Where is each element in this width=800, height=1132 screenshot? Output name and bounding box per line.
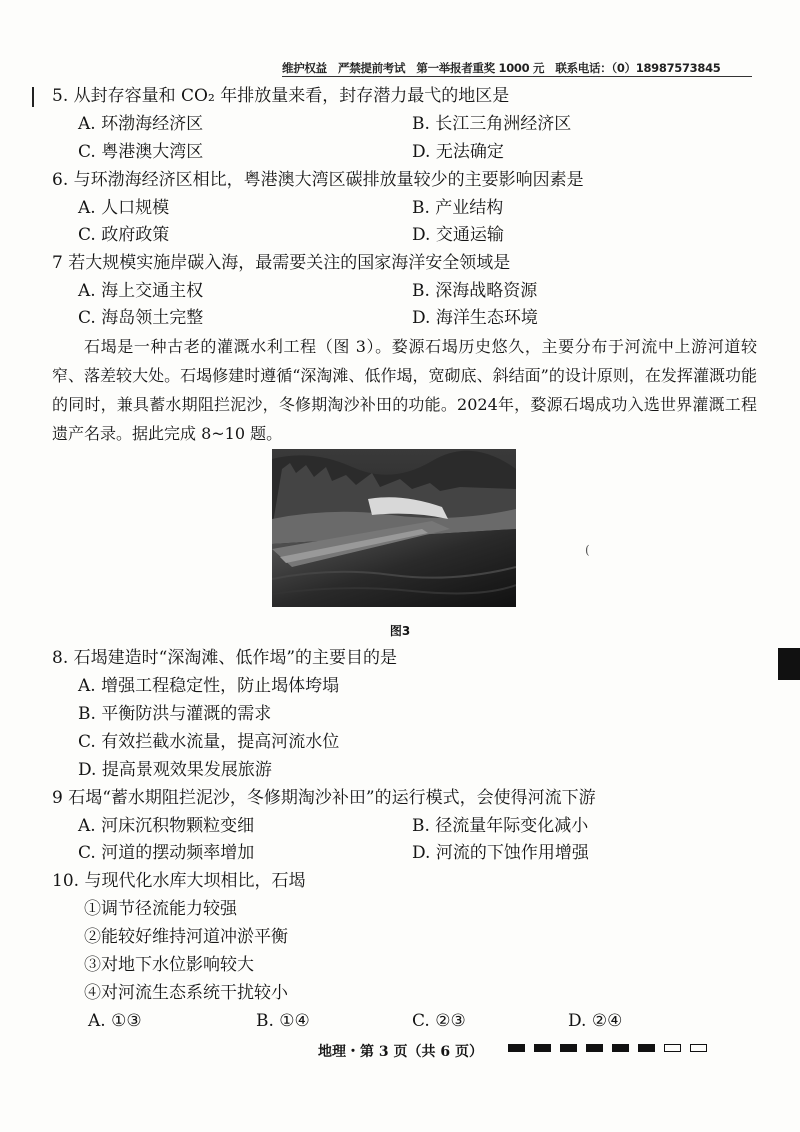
- q10-statement-4: ④对河流生态系统干扰较小: [84, 983, 288, 1003]
- q10-statement-3: ③对地下水位影响较大: [84, 955, 254, 975]
- q10-option-a[interactable]: A. ①③: [88, 1011, 142, 1031]
- figure-caption: 图3: [389, 624, 411, 638]
- mark-filled: [508, 1044, 525, 1052]
- q5-option-c[interactable]: C. 粤港澳大湾区: [78, 142, 204, 162]
- passage: [52, 332, 757, 448]
- q8-option-a[interactable]: A. 增强工程稳定性，防止堨体垮塌: [78, 676, 340, 696]
- q10-statement-1: ①调节径流能力较强: [84, 899, 237, 919]
- header-banner: 维护权益 严禁提前考试 第一举报者重奖 1000 元 联系电话：（0）18987573845: [282, 61, 721, 74]
- q8-stem: 8. 石堨建造时“深淘滩、低作堨”的主要目的是: [52, 648, 398, 668]
- stray-mark: (: [585, 543, 590, 557]
- q6-option-d[interactable]: D. 交通运输: [412, 225, 504, 245]
- q7-option-d[interactable]: D. 海洋生态环境: [412, 308, 538, 328]
- q9-option-c[interactable]: C. 河道的摆动频率增加: [78, 843, 255, 863]
- q9-option-a[interactable]: A. 河床沉积物颗粒变细: [78, 816, 255, 836]
- header-underline: [282, 76, 752, 77]
- q9-option-b[interactable]: B. 径流量年际变化减小: [412, 816, 589, 836]
- q7-option-c[interactable]: C. 海岛领土完整: [78, 308, 204, 328]
- margin-mark: [32, 87, 34, 107]
- q5-option-d[interactable]: D. 无法确定: [412, 142, 504, 162]
- mark-filled: [534, 1044, 551, 1052]
- page-footer: 地理・第 3 页（共 6 页）: [318, 1044, 483, 1060]
- side-black-marker: [778, 648, 800, 680]
- mark-empty: [664, 1044, 681, 1052]
- q6-option-c[interactable]: C. 政府政策: [78, 225, 170, 245]
- passage-text: 石堨是一种古老的灌溉水利工程（图 3）。婺源石堨历史悠久，主要分布于河流中上游河道较窄、落差较大处。石堨修建时遵循“深淘滩、低作堨，宽砌底、斜结面”的设计原则，在发挥灌溉功能的同时，兼具蓄水期阻拦泥沙，冬修期淘沙补田的功能。2024年，婺源石堨成功入选世界灌溉工程遗产名录。据此完成 8~10 题。: [52, 337, 757, 443]
- mark-filled: [560, 1044, 577, 1052]
- mark-filled: [638, 1044, 655, 1052]
- q5-option-a[interactable]: A. 环渤海经济区: [78, 114, 204, 134]
- q10-statement-2: ②能较好维持河道冲淤平衡: [84, 927, 288, 947]
- mark-filled: [612, 1044, 629, 1052]
- q7-option-b[interactable]: B. 深海战略资源: [412, 281, 538, 301]
- q7-option-a[interactable]: A. 海上交通主权: [78, 281, 204, 301]
- q10-option-d[interactable]: D. ②④: [568, 1011, 623, 1031]
- figure-3-photo: [272, 449, 516, 607]
- q5-stem: 5. 从封存容量和 CO₂ 年排放量来看，封存潜力最弋的地区是: [52, 86, 510, 106]
- q6-option-a[interactable]: A. 人口规模: [78, 198, 170, 218]
- q8-option-d[interactable]: D. 提高景观效果发展旅游: [78, 760, 272, 780]
- alignment-marks: [508, 1044, 707, 1052]
- q5-option-b[interactable]: B. 长江三角洲经济区: [412, 114, 572, 134]
- q9-stem: 9 石堨“蓄水期阻拦泥沙，冬修期淘沙补田”的运行模式，会使得河流下游: [52, 788, 596, 808]
- q10-option-c[interactable]: C. ②③: [412, 1011, 466, 1031]
- q10-option-b[interactable]: B. ①④: [256, 1011, 310, 1031]
- q6-stem: 6. 与环渤海经济区相比，粤港澳大湾区碳排放量较少的主要影响因素是: [52, 170, 584, 190]
- q8-option-b[interactable]: B. 平衡防洪与灌溉的需求: [78, 704, 272, 724]
- mark-empty: [690, 1044, 707, 1052]
- mark-filled: [586, 1044, 603, 1052]
- q7-stem: 7 若大规模实施岸碳入海，最需要关注的国家海洋安全领域是: [52, 253, 511, 273]
- q6-option-b[interactable]: B. 产业结构: [412, 198, 504, 218]
- q8-option-c[interactable]: C. 有效拦截水流量，提高河流水位: [78, 732, 340, 752]
- q10-stem: 10. 与现代化水库大坝相比，石堨: [52, 871, 306, 891]
- q9-option-d[interactable]: D. 河流的下蚀作用增强: [412, 843, 589, 863]
- stone-weir-photo: [272, 449, 516, 607]
